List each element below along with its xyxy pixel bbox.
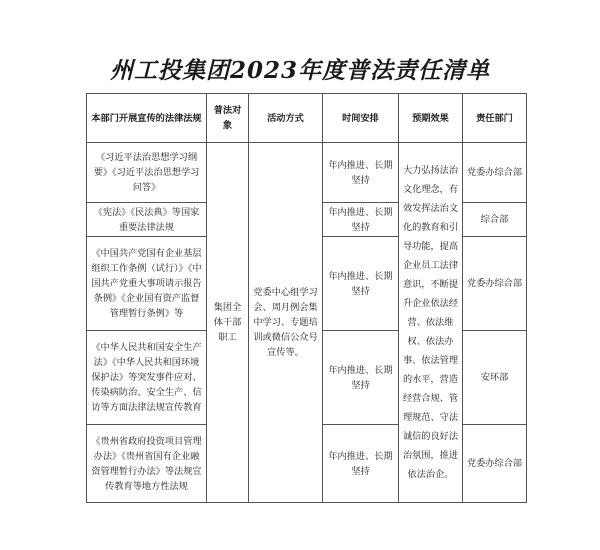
header-effect: 预期效果 (399, 94, 463, 143)
time-cell: 年内推进、长期坚持 (323, 203, 399, 237)
dept-cell: 党委办综合部 (463, 237, 527, 331)
header-laws: 本部门开展宣传的法律法规 (87, 94, 207, 143)
header-dept: 责任部门 (463, 94, 527, 143)
activity-cell: 党委中心组学习会、周月例会集中学习、专题培训或微信公众号宣传等。 (249, 143, 323, 503)
header-activity: 活动方式 (249, 94, 323, 143)
dept-cell: 综合部 (463, 203, 527, 237)
laws-cell: 《宪法》《民法典》等国家重要法律法规 (87, 203, 207, 237)
time-cell: 年内推进、长期坚持 (323, 425, 399, 503)
header-target: 普法对象 (207, 94, 249, 143)
time-cell: 年内推进、长期坚持 (323, 331, 399, 425)
laws-cell: 《贵州省政府投资项目管理办法》《贵州省国有企业融资管理暂行办法》等法规宣传教育等地方性法规 (87, 425, 207, 503)
laws-cell: 《中国共产党国有企业基层组织工作条例（试行）》《中国共产党重大事项请示报告条例》《企业国有资产监督管理暂行条例》等 (87, 237, 207, 331)
laws-cell: 《中华人民共和国安全生产法》《中华人民共和国环境保护法》等突发事件应对、传染病防治、安全生产、信访等方面法律法规宣传教育 (87, 331, 207, 425)
responsibility-table (86, 93, 527, 503)
laws-cell: 《习近平法治思想学习纲要》《习近平法治思想学习问答》 (87, 143, 207, 203)
dept-cell: 安环部 (463, 331, 527, 425)
dept-cell: 党委办综合部 (463, 425, 527, 503)
time-cell: 年内推进、长期坚持 (323, 143, 399, 203)
header-time: 时间安排 (323, 94, 399, 143)
table-header-row (87, 94, 527, 143)
dept-cell: 党委办综合部 (463, 143, 527, 203)
table-row (87, 143, 527, 203)
time-cell: 年内推进、长期坚持 (323, 237, 399, 331)
document-title: 州工投集团2023年度普法责任清单 (109, 57, 490, 84)
target-cell: 集团全体干部职工 (207, 143, 249, 503)
effect-cell: 大力弘扬法治文化理念，有效发挥法治文化的教育和引导功能，提高企业员工法律意识，不断提升企业依法经营、依法维权、依法办事、依法管理的水平，营造经营合规、管理规范、守法诚信的良好法治氛围，推进依法治企。 (399, 143, 463, 503)
